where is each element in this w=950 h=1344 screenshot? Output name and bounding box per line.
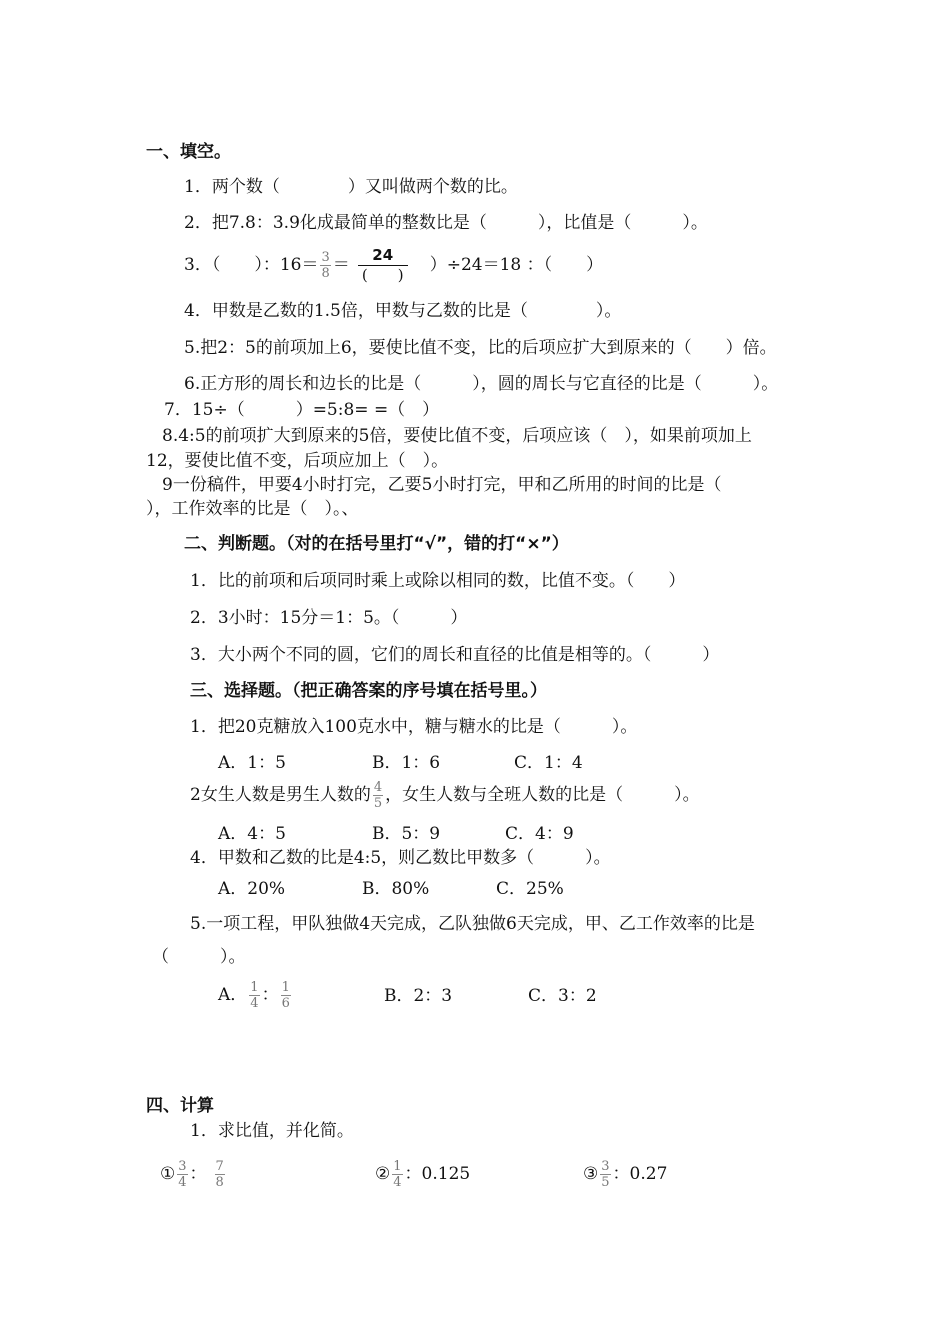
section1-heading: 一、填空。 — [146, 142, 231, 162]
option-3-2-b: B．5：9 — [372, 824, 441, 844]
numerator: 1 — [393, 1159, 402, 1174]
option-3-5-a — [218, 975, 293, 1015]
question-1-3 — [184, 248, 603, 282]
option-3-4-a: A．20% — [218, 879, 286, 899]
question-1-8-line1: 8.4:5的前项扩大到原来的5倍，要使比值不变，后项应该（ ），如果前项加上 — [162, 426, 752, 446]
numerator: 1 — [281, 980, 290, 995]
calc-item-1 — [160, 1153, 227, 1195]
section4-heading: 四、计算 — [146, 1096, 214, 1116]
question-2-2: 2．3小时：15分＝1：5。（ ） — [190, 608, 468, 628]
question-1-9-line1: 9一份稿件，甲要4小时打完，乙要5小时打完，甲和乙所用的时间的比是（ — [162, 475, 722, 495]
option-3-1-a: A．1：5 — [218, 753, 286, 773]
denominator: 6 — [281, 996, 290, 1011]
question-1-8-line2: 12，要使比值不变，后项应加上（ ）。 — [146, 451, 449, 471]
numerator: 7 — [215, 1159, 224, 1174]
fraction — [320, 251, 330, 280]
ratio-value: ：0.125 — [404, 1164, 471, 1184]
question-1-9-line2: ），工作效率的比是（ ）。、 — [146, 499, 359, 519]
fraction — [373, 781, 383, 810]
question-3-4: 4．甲数和乙数的比是4:5，则乙数比甲数多（ ）。 — [190, 848, 611, 868]
option-3-1-c: C．1：4 — [514, 753, 583, 773]
question-2-3: 3．大小两个不同的圆，它们的周长和直径的比值是相等的。（ ） — [190, 645, 720, 665]
option-3-4-c: C．25% — [496, 879, 564, 899]
question-2-1: 1．比的前项和后项同时乘上或除以相同的数，比值不变。（ ） — [190, 571, 686, 591]
q3-eq: ＝ — [332, 255, 350, 275]
denominator: 4 — [393, 1175, 402, 1190]
question-3-2 — [190, 775, 700, 815]
option-letter: A． — [218, 985, 248, 1005]
calc-item-2 — [375, 1153, 470, 1195]
option-3-5-b: B．2：3 — [384, 986, 453, 1006]
item-mark: ② — [375, 1164, 391, 1184]
item-mark: ③ — [583, 1164, 599, 1184]
option-3-1-b: B．1：6 — [372, 753, 441, 773]
section2-heading: 二、判断题。（对的在括号里打“√”，错的打“×”） — [184, 534, 569, 554]
ratio-sep: ： — [261, 985, 279, 1005]
fraction — [392, 1160, 402, 1189]
option-3-4-b: B．80% — [362, 879, 430, 899]
fraction — [249, 981, 259, 1010]
ratio-value: ：0.27 — [612, 1164, 668, 1184]
denominator: 5 — [373, 796, 383, 811]
question-1-2: 2．把7.8：3.9化成最简单的整数比是（ ），比值是（ ）。 — [184, 213, 708, 233]
calc-item-3 — [583, 1153, 667, 1195]
numerator: 1 — [250, 980, 259, 995]
denominator: 4 — [250, 996, 259, 1011]
option-3-2-c: C．4：9 — [505, 824, 574, 844]
question-3-5-line2: （ ）。 — [152, 947, 246, 967]
fraction — [600, 1160, 610, 1189]
numerator: 3 — [601, 1159, 610, 1174]
q2-pre: 2女生人数是男生人数的 — [190, 785, 371, 805]
section3-heading: 三、选择题。（把正确答案的序号填在括号里。） — [190, 681, 547, 701]
ratio-sep: ： — [189, 1164, 207, 1184]
question-4-1: 1．求比值，并化简。 — [190, 1121, 354, 1141]
question-1-6: 6.正方形的周长和边长的比是（ ），圆的周长与它直径的比是（ ）。 — [184, 374, 779, 394]
item-mark: ① — [160, 1164, 176, 1184]
denominator: 8 — [215, 1175, 224, 1190]
numerator: 3 — [178, 1159, 187, 1174]
q3-pre: 3．（ ）：16＝ — [184, 255, 319, 275]
denominator: 8 — [321, 266, 330, 281]
numerator: 4 — [373, 780, 383, 795]
numerator: 3 — [321, 250, 330, 265]
fraction — [215, 1160, 225, 1189]
fraction — [281, 981, 291, 1010]
option-3-5-c: C．3：2 — [528, 986, 597, 1006]
q3-post: ）÷24＝18 ：（ ） — [429, 255, 604, 275]
question-1-5: 5.把2：5的前项加上6，要使比值不变，比的后项应扩大到原来的（ ）倍。 — [184, 338, 777, 358]
denominator: 5 — [601, 1175, 610, 1190]
numerator: 24 — [372, 246, 394, 264]
blank-fraction — [358, 248, 408, 283]
q2-post: ，女生人数与全班人数的比是（ ）。 — [385, 785, 700, 805]
fraction — [177, 1160, 187, 1189]
option-3-2-a: A．4：5 — [218, 824, 286, 844]
question-3-5-line1: 5.一项工程，甲队独做4天完成，乙队独做6天完成，甲、乙工作效率的比是 — [190, 914, 755, 934]
question-3-1: 1．把20克糖放入100克水中，糖与糖水的比是（ ）。 — [190, 717, 638, 737]
denominator: ( ) — [361, 266, 404, 284]
question-1-1: 1．两个数（ ）又叫做两个数的比。 — [184, 177, 518, 197]
question-1-7: 7．15÷（ ）=5:8= =（ ） — [164, 400, 440, 420]
denominator: 4 — [178, 1175, 187, 1190]
question-1-4: 4．甲数是乙数的1.5倍，甲数与乙数的比是（ ）。 — [184, 301, 622, 321]
